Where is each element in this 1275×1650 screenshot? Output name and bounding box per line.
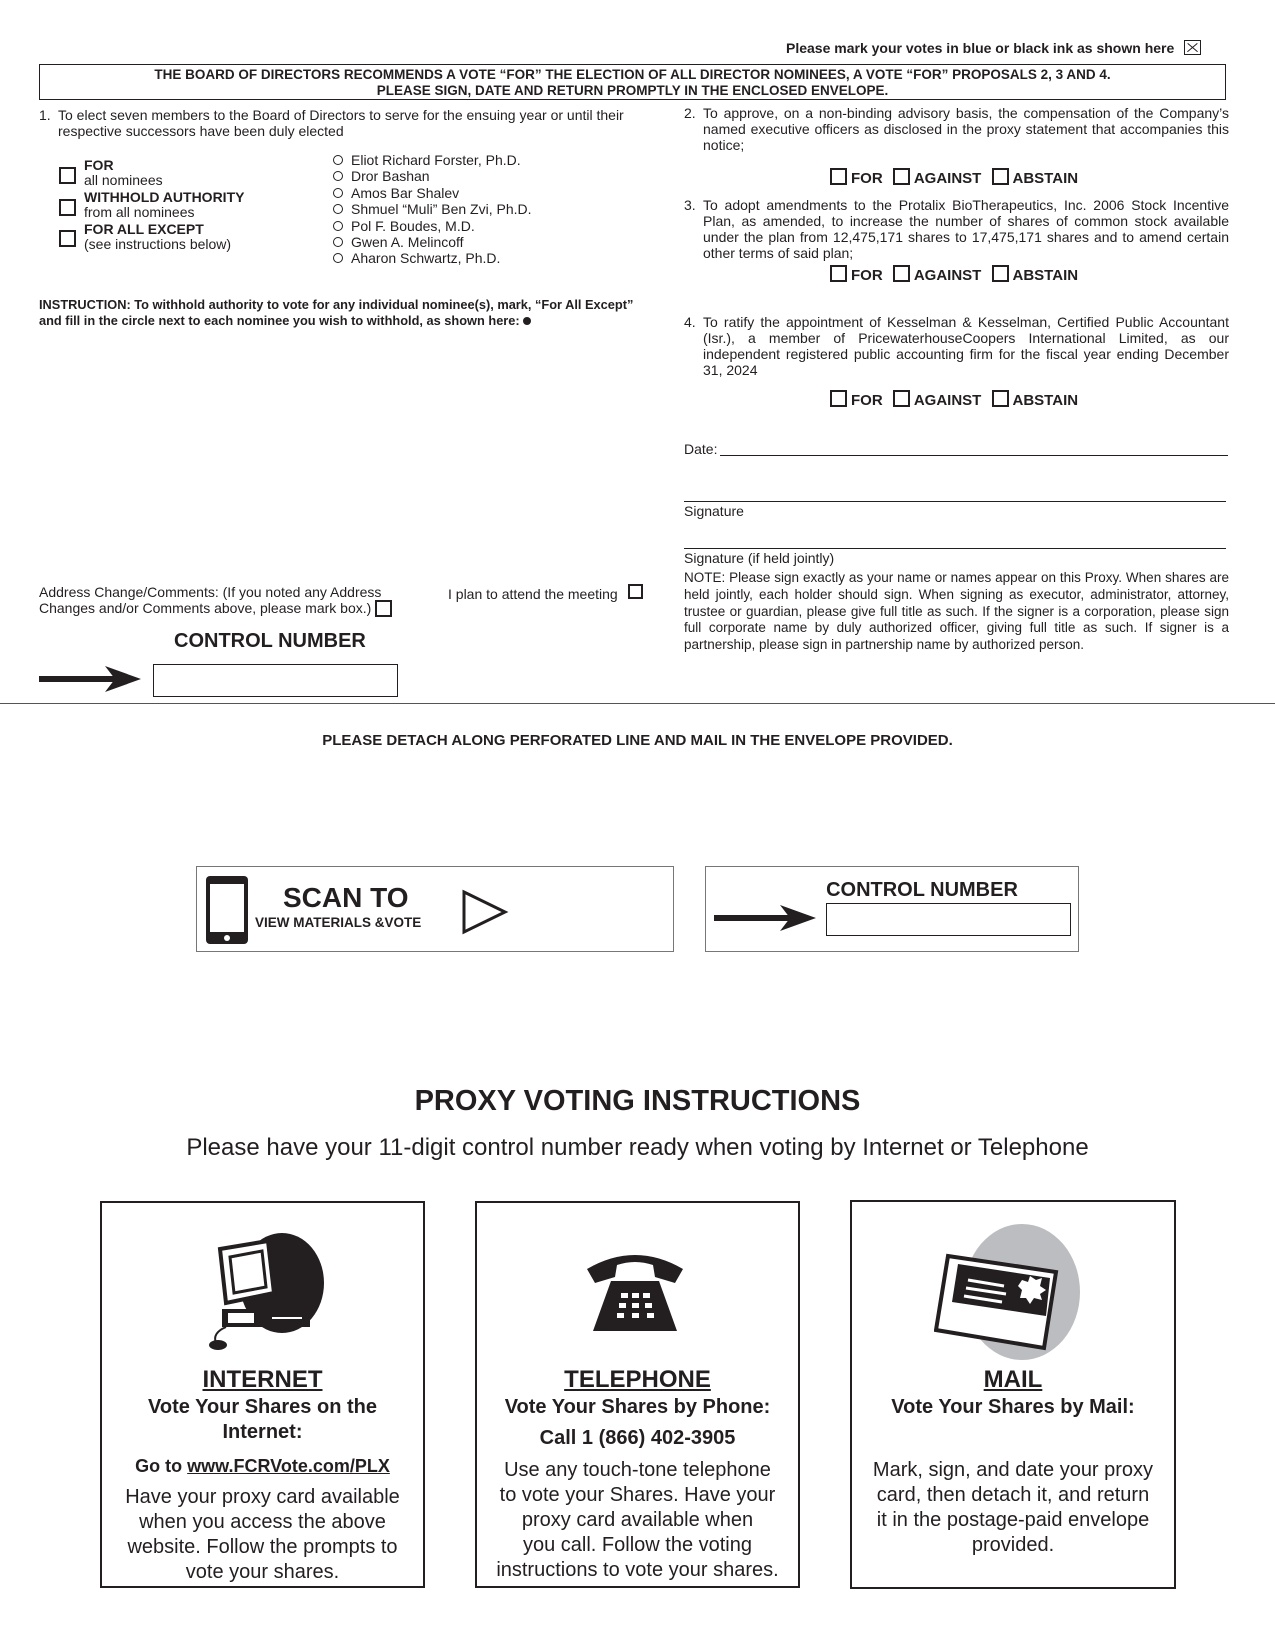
instructions-subtitle: Please have your 11-digit control number ready when voting by Internet or Telephone	[186, 1134, 1089, 1161]
option-withhold-checkbox[interactable]	[59, 199, 76, 219]
nominee-circle[interactable]	[333, 155, 343, 165]
attend-meeting	[448, 584, 643, 602]
nominee-item[interactable]: Pol F. Boudes, M.D.	[333, 218, 633, 234]
control-number-box	[705, 866, 1079, 952]
proposal-3-abstain-checkbox[interactable]	[992, 265, 1009, 282]
internet-goto-prefix: Go to	[135, 1456, 183, 1476]
internet-goto	[102, 1456, 423, 1477]
proposal-2-for-checkbox[interactable]	[830, 168, 847, 185]
arrow-right-icon	[39, 666, 141, 692]
option-for-all-label: FOR	[84, 157, 114, 173]
nominee-circle[interactable]	[333, 253, 343, 263]
mail-sub1: Vote Your Shares by Mail:	[891, 1396, 1135, 1418]
scan-subtitle: VIEW MATERIALS &VOTE	[255, 915, 422, 930]
signature-line[interactable]	[684, 501, 1226, 502]
mark-instruction	[786, 40, 1201, 56]
proposal-3-text: To adopt amendments to the Protalix BioTherapeutics, Inc. 2006 Stock Incentive Plan, as amended, to increase the number of shares of common stock available under the plan from 12,475,171 shares to 17,475,171 shares and to amend certain other terms of said plan;	[703, 197, 1229, 261]
computer-icon	[202, 1229, 327, 1351]
internet-sub1: Vote Your Shares on the	[148, 1396, 377, 1418]
option-for-all-sub: all nominees	[84, 172, 163, 188]
proposal-4-abstain-checkbox[interactable]	[992, 390, 1009, 407]
proposal-4-vote: FOR AGAINST ABSTAIN	[830, 390, 1078, 409]
arrow-right-icon	[714, 905, 816, 931]
internet-sub2: Internet:	[222, 1421, 303, 1443]
date-label: Date:	[684, 441, 718, 457]
option-for-all-except-sub: (see instructions below)	[84, 236, 232, 252]
address-change	[39, 584, 419, 617]
detach-instruction: PLEASE DETACH ALONG PERFORATED LINE AND MAIL IN THE ENVELOPE PROVIDED.	[322, 732, 953, 749]
board-recommendation-box	[39, 64, 1226, 100]
example-x-box	[1184, 40, 1201, 55]
nominee-circle[interactable]	[333, 188, 343, 198]
nominee-list	[333, 152, 633, 267]
signature-label: Signature	[684, 503, 744, 519]
nominee-circle[interactable]	[333, 171, 343, 181]
control-number-label-2: CONTROL NUMBER	[826, 879, 1018, 901]
proposal-3-vote: FOR AGAINST ABSTAIN	[830, 265, 1078, 284]
control-number-field-2[interactable]	[826, 903, 1071, 936]
nominee-item[interactable]: Aharon Schwartz, Ph.D.	[333, 250, 633, 266]
proposal-1	[39, 107, 649, 139]
board-recommendation-line1: THE BOARD OF DIRECTORS RECOMMENDS A VOTE “FOR” THE ELECTION OF ALL DIRECTOR NOMINEES, A VOTE “FOR” PROPOSALS 2, 3 AND 4.	[154, 67, 1111, 82]
proposal-1-text: To elect seven members to the Board of Directors to serve for the ensuing year or until their respective successors have been duly elected	[58, 107, 624, 139]
proposal-2-against-checkbox[interactable]	[893, 168, 910, 185]
telephone-body: Use any touch-tone telephone to vote your Shares. Have your proxy card available when you call. Follow the voting instructions to vote your shares.	[496, 1459, 779, 1581]
date-line[interactable]	[720, 455, 1228, 456]
proposal-3	[684, 197, 1229, 261]
proposal-4-for-checkbox[interactable]	[830, 390, 847, 407]
address-change-line1: Address Change/Comments: (If you noted any Address	[39, 584, 382, 600]
mail-title: MAIL	[983, 1366, 1043, 1393]
telephone-call: Call 1 (866) 402-3905	[539, 1427, 736, 1449]
proposal-3-against-checkbox[interactable]	[893, 265, 910, 282]
internet-url-link[interactable]: www.FCRVote.com/PLX	[187, 1456, 390, 1476]
nominee-item[interactable]: Dror Bashan	[333, 168, 633, 184]
option-for-all-except-label: FOR ALL EXCEPT	[84, 221, 204, 237]
nominee-item[interactable]: Shmuel “Muli” Ben Zvi, Ph.D.	[333, 201, 633, 217]
proposal-4-number: 4.	[684, 314, 696, 330]
control-number-field[interactable]	[153, 664, 398, 697]
internet-title: INTERNET	[202, 1366, 323, 1393]
nominee-item[interactable]: Amos Bar Shalev	[333, 185, 633, 201]
control-number-label: CONTROL NUMBER	[174, 630, 366, 652]
proposal-2-vote: FOR AGAINST ABSTAIN	[830, 168, 1078, 187]
proposal-1-number: 1.	[39, 107, 51, 123]
smartphone-icon	[205, 875, 249, 945]
internet-body: Have your proxy card available when you access the above website. Follow the prompts to vote your shares.	[125, 1486, 400, 1583]
option-withhold-sub: from all nominees	[84, 204, 195, 220]
nominee-item[interactable]: Gwen A. Melincoff	[333, 234, 633, 250]
nominee-circle[interactable]	[333, 237, 343, 247]
proposal-3-number: 3.	[684, 197, 696, 213]
proposal-4-against-checkbox[interactable]	[893, 390, 910, 407]
play-triangle-icon	[461, 889, 509, 935]
telephone-title: TELEPHONE	[564, 1366, 711, 1393]
proposal-2-text: To approve, on a non-binding advisory basis, the compensation of the Company’s named executive officers as disclosed in the proxy statement that accompanies this notice;	[703, 105, 1229, 153]
proposal-2	[684, 105, 1229, 153]
attend-meeting-checkbox[interactable]	[628, 584, 643, 599]
withhold-instruction-text: INSTRUCTION: To withhold authority to vote for any individual nominee(s), mark, “For All Except” and fill in the circle next to each nominee you wish to withhold, as shown here:	[39, 297, 634, 328]
attend-meeting-label: I plan to attend the meeting	[448, 586, 618, 602]
signing-note: NOTE: Please sign exactly as your name or names appear on this Proxy. When shares are held jointly, each holder should sign. When signing as executor, administrator, attorney, trustee or guardian, please give full title as such. If the signer is a corporation, please sign full corporate name by duly authorized officer, giving full title as such. If signer is a partnership, please sign in partnership name by authorized person.	[684, 570, 1229, 653]
proposal-2-abstain-checkbox[interactable]	[992, 168, 1009, 185]
instructions-title: PROXY VOTING INSTRUCTIONS	[414, 1085, 861, 1117]
option-withhold	[84, 190, 344, 220]
nominee-item[interactable]: Eliot Richard Forster, Ph.D.	[333, 152, 633, 168]
perforated-line	[0, 703, 1275, 704]
telephone-icon	[585, 1247, 685, 1335]
board-recommendation-line2: PLEASE SIGN, DATE AND RETURN PROMPTLY IN THE ENCLOSED ENVELOPE.	[376, 83, 889, 98]
scan-title: SCAN TO	[283, 882, 409, 913]
option-for-all-except	[84, 222, 344, 252]
telephone-sub1: Vote Your Shares by Phone:	[504, 1396, 771, 1418]
option-for-all	[84, 158, 344, 188]
withhold-instruction	[39, 297, 649, 329]
mail-panel	[850, 1200, 1176, 1589]
option-withhold-label: WITHHOLD AUTHORITY	[84, 189, 245, 205]
filled-circle-example	[523, 317, 531, 325]
address-change-line2: Changes and/or Comments above, please mark box.)	[39, 600, 372, 616]
telephone-panel	[475, 1201, 800, 1588]
proposal-4-text: To ratify the appointment of Kesselman & Kesselman, Certified Public Accountant (Isr.), a member of PricewaterhouseCoopers International Limited, as our independent registered public accounting firm for the fiscal year ending December 31, 2024	[703, 314, 1229, 378]
nominee-circle[interactable]	[333, 221, 343, 231]
proposal-3-for-checkbox[interactable]	[830, 265, 847, 282]
mark-instruction-text: Please mark your votes in blue or black ink as shown here	[786, 40, 1175, 56]
mail-envelope-icon	[934, 1220, 1084, 1360]
joint-signature-line[interactable]	[684, 548, 1226, 549]
proposal-2-number: 2.	[684, 105, 696, 121]
joint-signature-label: Signature (if held jointly)	[684, 550, 835, 566]
nominee-circle[interactable]	[333, 204, 343, 214]
mail-body: Mark, sign, and date your proxy card, then detach it, and return it in the postage-paid envelope provided.	[872, 1459, 1154, 1556]
proposal-4	[684, 314, 1229, 378]
option-for-all-except-checkbox[interactable]	[59, 230, 76, 250]
option-for-all-checkbox[interactable]	[59, 167, 76, 187]
internet-panel	[100, 1201, 425, 1588]
scan-to-vote-box[interactable]	[196, 866, 674, 952]
address-change-checkbox[interactable]	[375, 600, 392, 617]
